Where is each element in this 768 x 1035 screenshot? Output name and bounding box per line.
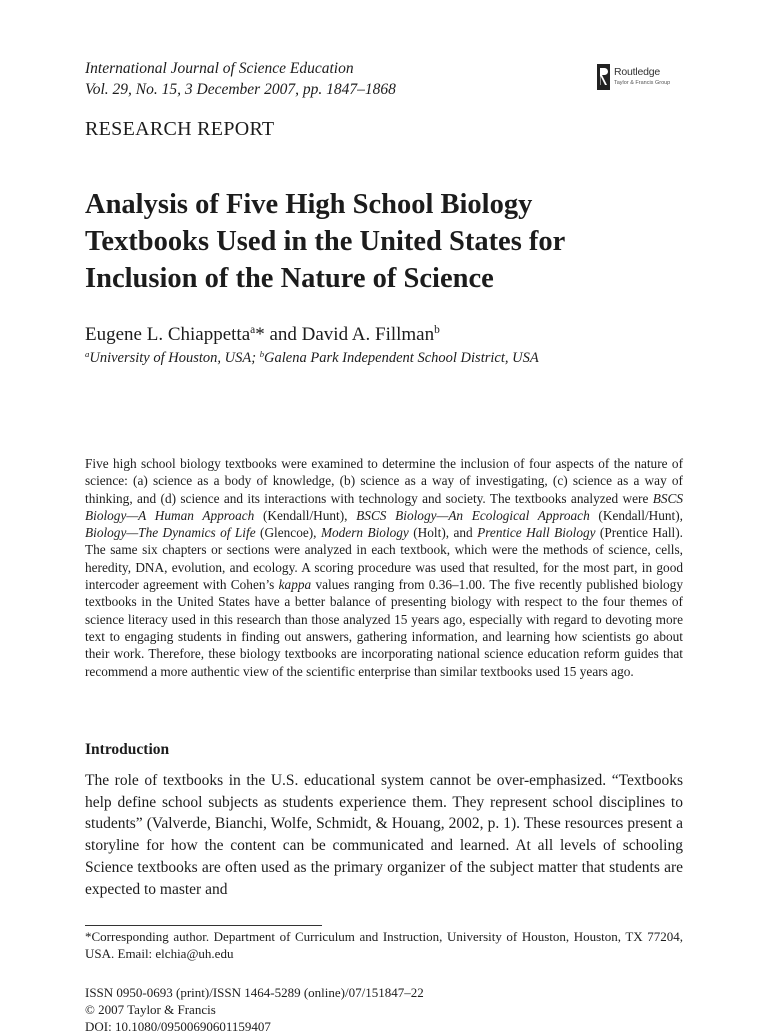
abstract-text: (Prentice Hall). The same six chapters or sections were analyzed in each textbook, which were the methods of science, cells, heredity, DNA, evolution, and ecology. A scoring procedure was used that resulted, for the most part, in good intercoder agreement with Cohen’s <box>85 525 683 593</box>
author-connector: and <box>264 324 302 345</box>
routledge-r-logo-icon <box>597 64 610 90</box>
copyright: © 2007 Taylor & Francis <box>85 1002 216 1017</box>
journal-header <box>85 58 396 100</box>
doi: DOI: 10.1080/09500690601159407 <box>85 1019 271 1034</box>
book-title: Prentice Hall Biology <box>477 525 596 541</box>
author-list <box>85 324 440 346</box>
footnote-text: Corresponding author. Department of Curriculum and Instruction, University of Houston, Houston, TX 77204, USA. Email: elchia@uh.edu <box>85 929 683 961</box>
affiliation-marker: b <box>259 348 265 359</box>
publisher-logo <box>597 64 692 94</box>
abstract-text: (Kendall/Hunt), <box>254 507 357 523</box>
section-label: RESEARCH REPORT <box>85 118 275 140</box>
book-title: Biology—The Dynamics of Life <box>85 525 256 541</box>
abstract-text: (Holt), and <box>408 525 478 541</box>
book-title: Modern Biology <box>320 525 409 541</box>
book-title: BSCS Biology—An Ecological Approach <box>356 507 590 523</box>
publisher-subtitle: Taylor & Francis Group <box>614 80 671 86</box>
title-line: Inclusion of the Nature of Science <box>85 263 494 294</box>
journal-volume: Vol. 29, No. 15, 3 December 2007, pp. 1847–1868 <box>85 81 396 98</box>
issn: ISSN 0950-0693 (print)/ISSN 1464-5289 (online)/07/151847–22 <box>85 985 424 1000</box>
affiliation-marker: a <box>85 348 90 359</box>
article-title <box>85 186 705 297</box>
affiliation-marker: b <box>434 324 440 337</box>
introduction-paragraph: The role of textbooks in the U.S. educational system cannot be over-emphasized. “Textbooks help define school subjects as students experience them. They represent school disciplines to students” (Valverde, Bianchi, Wolfe, Schmidt, & Houang, 2002, p. 1). These resources present a storyline for how the content can be communicated and learned. At all levels of schooling Science textbooks are often used as the primary organizer of the subject matter that students are expected to master and <box>85 772 683 898</box>
publication-info <box>85 984 424 1035</box>
title-line: Analysis of Five High School Biology <box>85 189 533 220</box>
footnote-divider <box>85 925 322 926</box>
corresponding-author-mark: * <box>255 324 265 345</box>
introduction-heading: Introduction <box>85 741 170 758</box>
abstract-text: Five high school biology textbooks were examined to determine the inclusion of four aspects of the nature of science: (a) science as a body of knowledge, (b) science as a way of investigating, (c) science as a way of thinking, and (d) science and its interactions with technology and society. The textbooks analyzed were <box>85 456 683 506</box>
title-line: Textbooks Used in the United States for <box>85 226 566 257</box>
affiliations <box>85 350 539 367</box>
author-name: David A. Fillman <box>301 324 435 345</box>
abstract-text: (Kendall/Hunt), <box>589 507 683 523</box>
publisher-name: Routledge <box>614 66 661 78</box>
footnote-mark: * <box>85 929 92 944</box>
affiliation-text: University of Houston, USA; <box>89 350 260 366</box>
affiliation-marker: a <box>250 324 256 337</box>
footnote <box>85 928 683 962</box>
abstract <box>85 455 683 680</box>
abstract-text: (Glencoe), <box>255 525 321 541</box>
book-title: BSCS Biology—A Human Approach <box>85 490 683 523</box>
kappa-term: kappa <box>278 577 312 593</box>
affiliation-text: Galena Park Independent School District, USA <box>264 350 539 366</box>
abstract-text: values ranging from 0.36–1.00. The five recently published biology textbooks in the United States have a better balance of presenting biology with respect to the four themes of science literacy used in this research than those analyzed 15 years ago, especially with regard to devoting more text to engaging students in finding out answers, gathering information, and learning how scientists go about their work. Therefore, these biology textbooks are incorporating national science education reform guides that recommend a more authentic view of the scientific enterprise than similar textbooks used 15 years ago. <box>85 577 683 679</box>
journal-name: International Journal of Science Education <box>85 60 354 77</box>
author-name: Eugene L. Chiappetta <box>85 324 251 345</box>
